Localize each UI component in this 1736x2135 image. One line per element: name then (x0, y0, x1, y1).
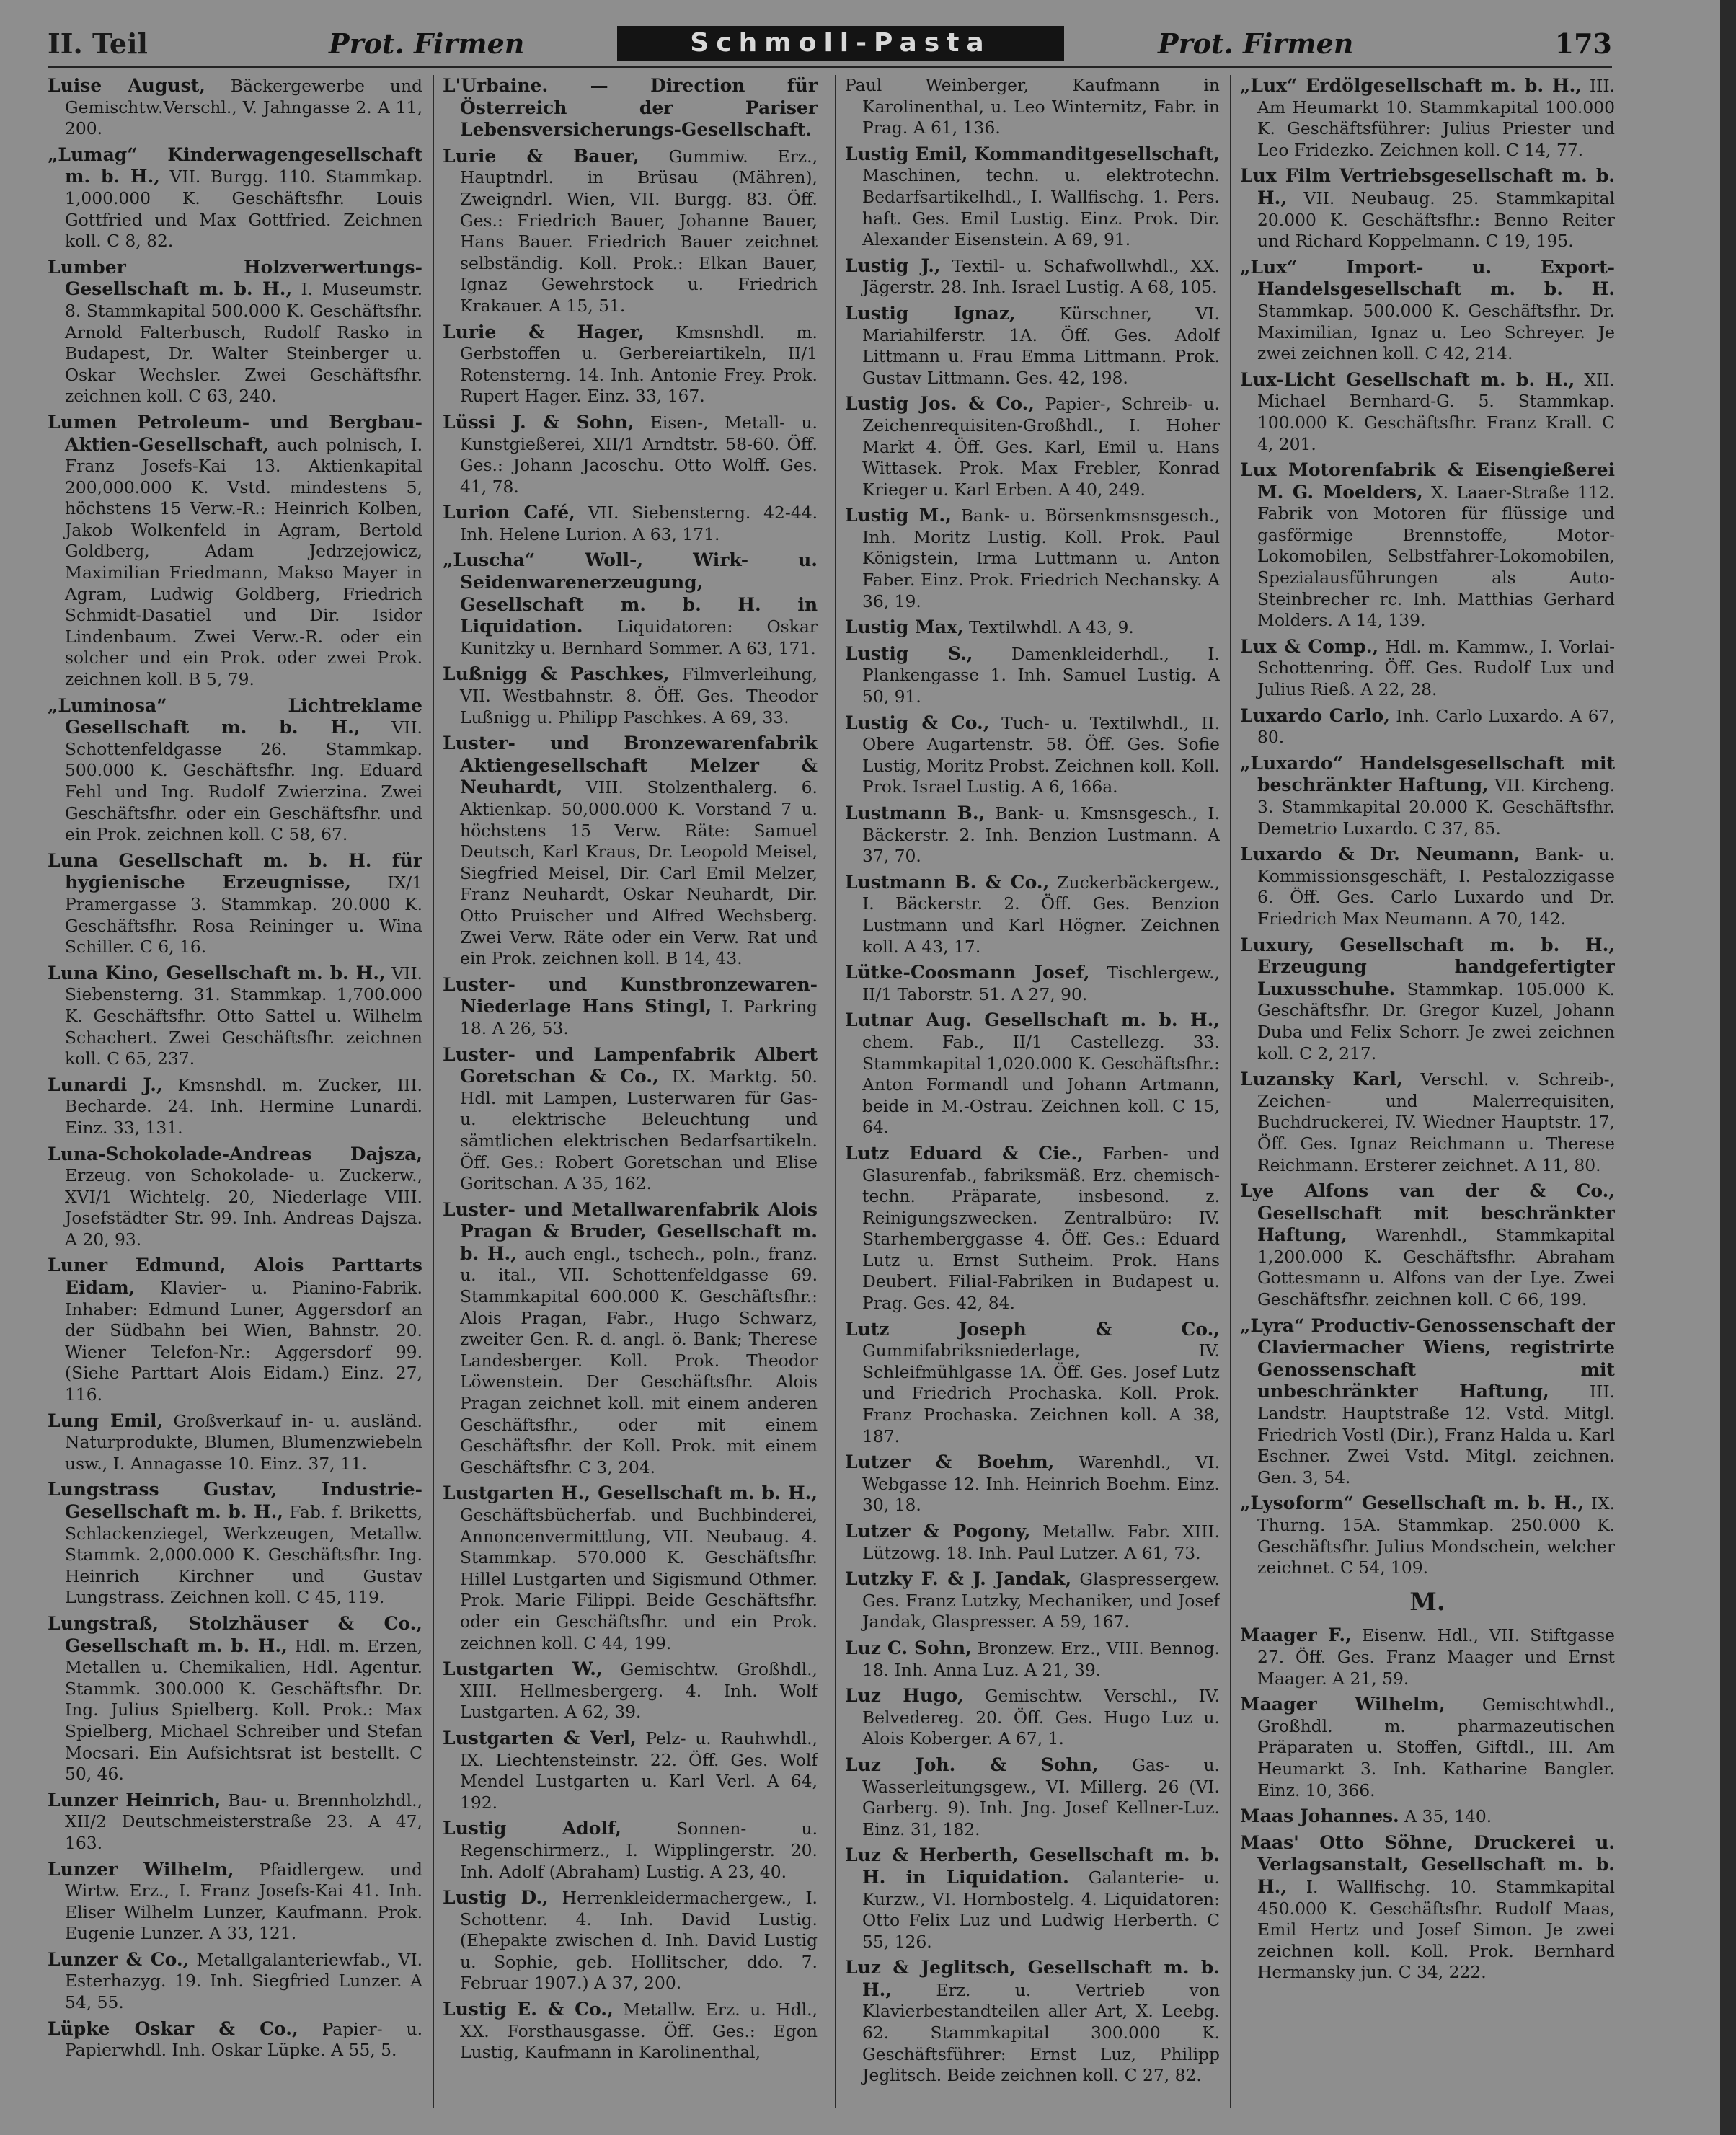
entry-text: Inh. Carlo Luxardo. A 67, 80. (1257, 705, 1615, 748)
firm-name: Lustig E. & Co., (443, 1999, 614, 2020)
directory-entry (1240, 257, 1615, 365)
directory-entry (1240, 1180, 1615, 1311)
directory-entry (1240, 75, 1615, 161)
entry-text: Bank- u. Kommissionsgeschäft, I. Pestalozzigasse 6. Öff. Ges. Carlo Luxardo und Dr. Friedrich Max Neumann. A 70, 142. (1257, 844, 1615, 929)
entry-text: Glaspressergew. Ges. Franz Lutzky, Mechaniker, und Josef Jandak, Glaspresser. A 59, 167. (862, 1569, 1220, 1632)
header-rule (48, 66, 1612, 68)
directory-entry (845, 1521, 1220, 1564)
entry-text: Kmsnshdl. m. Zucker, III. Becharde. 24. Inh. Hermine Lunardi. Einz. 33, 131. (65, 1074, 422, 1138)
directory-entry (443, 549, 818, 659)
directory-entry (48, 1859, 422, 1945)
column-1 (48, 75, 422, 2108)
firm-name: Lumber Holzverwertungs-Gesellschaft m. b. H., (48, 256, 422, 300)
column-4 (1240, 75, 1615, 2108)
firm-name: Lux Motorenfabrik & Eisengießerei M. G. Moelders, (1240, 459, 1615, 503)
entry-text: Herrenkleidermachergew., I. Schottenr. 4. Inh. David Lustig. (Ehepakte zwischen d. Inh. David Lustig u. Sophie, geb. Hollitscher, ddo. 7. Februar 1907.) A 37, 200. (460, 1888, 818, 1994)
directory-entry (48, 144, 422, 252)
firm-name: Luner Edmund, Alois Parttarts Eidam, (48, 1255, 422, 1299)
directory-entry (48, 2018, 422, 2061)
firm-name: L'Urbaine. — Direction für Österreich der Pariser Lebensversicherungs-Gesellschaft. (443, 75, 818, 141)
entry-text: Textilwhdl. A 43, 9. (968, 617, 1134, 638)
entry-text: Hdl. m. Erzen, Metallen u. Chemikalien, Hdl. Agentur. Stammk. 300.000 K. Geschäftsfhr. Dr. Ing. Julius Spielberg. Koll. Prok.: Max Spielberg, Michael Schreiber und Stefan Mocsari. Ein Aufsichtsrat ist bestellt. C 50, 46. (65, 1635, 422, 1785)
directory-entry (48, 1410, 422, 1475)
directory-entry (845, 1685, 1220, 1750)
entry-text: Kmsnshdl. m. Gerbstoffen u. Gerbereiartikeln, II/1 Rotensterng. 14. Inh. Antonie Frey. Prok. Rupert Hager. Einz. 33, 167. (460, 322, 818, 407)
firm-name: Luna-Schokolade-Andreas Dajsza, (48, 1143, 422, 1164)
firm-name: Lunardi J., (48, 1074, 163, 1095)
entry-text: Tischlergew., II/1 Taborstr. 51. A 27, 90. (862, 963, 1220, 1004)
directory-entry (1240, 1832, 1615, 1984)
entry-text: Gemischtw. Großhdl., XIII. Hellmesbergerg. 4. Inh. Wolf Lustgarten. A 62, 39. (460, 1659, 818, 1723)
entry-text: Bank- u. Börsenkmsnsgesch., Inh. Moritz Lustig. Koll. Prok. Paul Königstein, Irma Luttmann u. Anton Faber. Einz. Prok. Friedrich Nechansky. A 36, 19. (862, 505, 1220, 611)
entry-text: Metallgalanteriewfab., VI. Esterhazyg. 19. Inh. Siegfried Lunzer. A 54, 55. (65, 1949, 422, 2013)
entry-text: Eisenw. Hdl., VII. Stiftgasse 27. Öff. Ges. Franz Maager und Ernst Maager. A 21, 59. (1257, 1625, 1615, 1689)
entry-text: VII. Kircheng. 3. Stammkapital 20.000 K. Geschäftsfhr. Demetrio Luxardo. C 37, 85. (1257, 775, 1615, 839)
firm-name: Lutzky F. & J. Jandak, (845, 1568, 1072, 1590)
entry-text: Großverkauf in- u. ausländ. Naturprodukte, Blumen, Blumenzwiebeln usw., I. Annagasse 10. Einz. 37, 11. (65, 1410, 422, 1474)
entry-text: VII. Burgg. 110. Stammkap. 1,000.000 K. Geschäftsfhr. Louis Gottfried und Max Gottfried. Zeichnen koll. C 8, 82. (65, 167, 422, 252)
directory-entry (443, 1999, 818, 2064)
firm-name: Luz Joh. & Sohn, (845, 1754, 1099, 1775)
column-divider (1230, 75, 1231, 2108)
firm-name: Lüpke Oskar & Co., (48, 2017, 298, 2039)
directory-entry (845, 143, 1220, 251)
entry-text: VIII. Stolzenthalerg. 6. Aktienkap. 50,000.000 K. Vorstand 7 u. höchstens 15 Verw. Räte: Samuel Deutsch, Karl Kraus, Dr. Leopold Meisel, Siegfried Meisel, Dir. Carl Emil Melzer, Franz Neuhardt, Oskar Neuhardt, Dir. Otto Pruischer und Alfred Wechsberg. Zwei Verw. Räte oder ein Verw. Rat und ein Prok. zeichnen koll. B 14, 43. (460, 777, 818, 969)
entry-text: Liquidatoren: Oskar Kunitzky u. Bernhard Sommer. A 63, 171. (460, 616, 818, 658)
directory-entry (1240, 636, 1615, 701)
entry-text: Farben- und Glasurenfab., fabriksmäß. Erz. chemisch-techn. Präparate, insbesond. z. Reinigungszwecken. Zentralbüro: IV. Starhemberggasse 4. Öff. Ges.: Eduard Lutz u. Ernst Sutheim. Prok. Hans Deubert. Filial-Fabriken in Budapest u. Prag. Ges. 42, 84. (862, 1143, 1220, 1314)
firm-name: Lustig J., (845, 255, 941, 276)
firm-name: Lye Alfons van der & Co., Gesellschaft mit beschränkter Haftung, (1240, 1180, 1615, 1246)
directory-entry (1240, 1315, 1615, 1489)
entry-text: Gummiw. Erz., Hauptndrl. in Brüsau (Mähren), Zweigndrl. Wien, VII. Burgg. 83. Öff. Ges.: Friedrich Bauer, Johanne Bauer, Hans Bauer. Friedrich Bauer zeichnet selbständig. Koll. Prok.: Elkan Bauer, Ignaz Gewehrstock u. Friedrich Krakauer. A 15, 51. (460, 146, 818, 316)
directory-entry (443, 1658, 818, 1723)
firm-name: Lutnar Aug. Gesellschaft m. b. H., (845, 1009, 1220, 1031)
column-3 (845, 75, 1220, 2108)
firm-name: Luna Gesellschaft m. b. H. für hygienische Erzeugnisse, (48, 849, 422, 893)
directory-entry (443, 146, 818, 317)
directory-entry (443, 663, 818, 728)
entry-text: Tuch- u. Textilwhdl., II. Obere Augartenstr. 58. Öff. Ges. Sofie Lustig, Moritz Probst. Zeichnen koll. Koll. Prok. Israel Lustig. A 6, 166a. (862, 712, 1220, 797)
entry-text: Papier- u. Papierwhdl. Inh. Oskar Lüpke. A 55, 5. (65, 2018, 422, 2061)
directory-entry (443, 1482, 818, 1654)
firm-name: Lux-Licht Gesellschaft m. b. H., (1240, 368, 1575, 390)
entry-text: VII. Neubaug. 25. Stammkapital 20.000 K. Geschäftsfhr.: Benno Reiter und Richard Koppelmann. C 19, 195. (1257, 187, 1615, 252)
entry-text: III. Am Heumarkt 10. Stammkapital 100.000 K. Geschäftsführer: Julius Priester und Leo Fridezko. Zeichnen koll. C 14, 77. (1257, 76, 1615, 160)
firm-name: Maas Johannes. (1240, 1805, 1399, 1827)
firm-name: Lustig & Co., (845, 712, 990, 733)
firm-name: „Lysoform“ Gesellschaft m. b. H., (1240, 1493, 1584, 1514)
firm-name: Lustig D., (443, 1887, 549, 1909)
page-header (48, 26, 1612, 66)
firm-name: Maas' Otto Söhne, Druckerei u. Verlagsanstalt, Gesellschaft m. b. H., (1240, 1831, 1615, 1897)
entry-text: Warenhdl., VI. Webgasse 12. Inh. Heinrich Boehm. Einz. 30, 18. (862, 1452, 1220, 1516)
directory-entry (845, 255, 1220, 299)
directory-entry (443, 502, 818, 545)
firm-name: Luzansky Karl, (1240, 1069, 1403, 1090)
directory-entry (48, 1613, 422, 1785)
column-divider (835, 75, 836, 2108)
directory-entry (48, 850, 422, 958)
directory-entry (845, 803, 1220, 867)
entry-text: Stammkap. 500.000 K. Geschäftsfhr. Dr. Maximilian, Ignaz u. Leo Schreyer. Je zwei zeichnen koll. C 42, 214. (1257, 300, 1615, 364)
directory-entry (443, 1728, 818, 1813)
entry-text: Erzeug. von Schokolade- u. Zuckerw., XVI/1 Wichtelg. 20, Niederlage VIII. Josefstädter Str. 99. Inh. Andreas Dajsza. A 20, 93. (65, 1165, 422, 1250)
directory-entry (845, 1637, 1220, 1681)
directory-entry (845, 1844, 1220, 1953)
directory-entry (443, 1044, 818, 1195)
directory-entry (845, 872, 1220, 958)
firm-name: Lustig Max, (845, 616, 964, 638)
firm-name: Lung Emil, (48, 1410, 164, 1431)
firm-name: „Lumag“ Kinderwagengesellschaft m. b. H., (48, 143, 422, 187)
running-title-left: Prot. Firmen (329, 27, 525, 60)
firm-name: Luz Hugo, (845, 1685, 964, 1707)
firm-name: Lutz Joseph & Co., (845, 1318, 1220, 1340)
firm-name: Lustgarten H., Gesellschaft m. b. H., (443, 1482, 818, 1504)
firm-name: Lustig M., (845, 505, 952, 526)
entry-text: auch engl., tschech., poln., franz. u. ital., VII. Schottenfeldgasse 69. Stammkapital 600.000 K. Geschäftsfhr.: Alois Pragan, Fabr., Hugo Schwarz, zweiter Gen. R. d. angl. ö. Bank; Therese Landesberger. Koll. Prok. Theodor Löwenstein. Der Geschäftsfhr. Alois Pragan zeichnet koll. mit einem anderen Geschäftsfhr., oder mit einem Geschäftsfhr. der Koll. Prok. mit einem Geschäftsfhr. C 3, 204. (460, 1243, 818, 1477)
firm-name: „Luxardo“ Handelsgesellschaft mit beschränkter Haftung, (1240, 752, 1615, 796)
entry-text: Eisen-, Metall- u. Kunstgießerei, XII/1 Arndtstr. 58-60. Öff. Ges.: Johann Jacoschu. Otto Wolff. Ges. 41, 78. (460, 412, 818, 497)
entry-text: Metallw. Erz. u. Hdl., XX. Forsthausgasse. Öff. Ges.: Egon Lustig, Kaufmann in Karolinenthal, (460, 1999, 818, 2063)
firm-name: Lutzer & Pogony, (845, 1521, 1031, 1542)
directory-entry (845, 712, 1220, 798)
entry-text: Hdl. m. Kammw., I. Vorlai-Schottenring. Öff. Ges. Rudolf Lux und Julius Rieß. A 22, 28. (1257, 636, 1615, 700)
firm-name: Luz & Jeglitsch, Gesellschaft m. b. H., (845, 1957, 1220, 2000)
firm-name: Lustig Ignaz, (845, 302, 1016, 324)
firm-name: Lutzer & Boehm, (845, 1451, 1055, 1473)
directory-entry (48, 1074, 422, 1139)
directory-entry (845, 1451, 1220, 1516)
directory-entry (48, 1479, 422, 1609)
entry-text: Papier-, Schreib- u. Zeichenrequisiten-Großhdl., I. Hoher Markt 4. Öff. Ges. Karl, Emil u. Hans Wittasek. Prok. Max Frebler, Konrad Krieger u. Karl Erben. A 40, 249. (862, 394, 1220, 500)
directory-entry (1240, 934, 1615, 1065)
directory-entry (1240, 753, 1615, 839)
entry-text: chem. Fab., II/1 Castellezg. 33. Stammkapital 1,020.000 K. Geschäftsfhr.: Anton Formandl und Johann Artmann, beide in M.-Ostrau. Zeichnen koll. C 15, 64. (862, 1031, 1220, 1138)
entry-text: Stammkap. 105.000 K. Geschäftsfhr. Dr. Gregor Kuzel, Johann Duba und Felix Schorr. Je zwei zeichnen koll. C 2, 217. (1257, 978, 1615, 1064)
directory-entry (845, 1957, 1220, 2087)
entry-text: IX/1 Pramergasse 3. Stammkap. 20.000 K. Geschäftsfhr. Rosa Reininger u. Wina Schiller. C 6, 16. (65, 872, 422, 958)
firm-name: Maager F., (1240, 1625, 1352, 1646)
entry-text: Verschl. v. Schreib-, Zeichen- und Malerrequisiten, Buchdruckerei, IV. Wiedner Hauptstr. 17, Öff. Ges. Ignaz Reichmann u. Therese Reichmann. Ersterer zeichnet. A 11, 80. (1257, 1069, 1615, 1175)
firm-name: Lütke-Coosmann Josef, (845, 962, 1090, 983)
directory-entry (1240, 705, 1615, 748)
entry-text: Gummifabriksniederlage, IV. Schleifmühlgasse 1A. Öff. Ges. Josef Lutz und Friedrich Prochaska. Koll. Prok. Franz Prochaska. Zeichnen koll. A 38, 187. (862, 1340, 1220, 1446)
entry-text: Gas- u. Wasserleitungsgew., VI. Millerg. 26 (VI. Garberg. 9). Inh. Jng. Josef Kellner-Luz. Einz. 31, 182. (862, 1754, 1220, 1839)
directory-entry (845, 505, 1220, 612)
firm-name: Lungstrass Gustav, Industrie-Gesellschaft m. b. H., (48, 1479, 422, 1522)
firm-name: „Luscha“ Woll-, Wirk- u. Seidenwarenerzeugung, Gesellschaft m. b. H. in Liquidation. (443, 549, 818, 637)
firm-name: Lunzer & Co., (48, 1948, 190, 1970)
entry-text: Pelz- u. Rauhwhdl., IX. Liechtensteinstr. 22. Öff. Ges. Wolf Mendel Lustgarten u. Karl Verl. A 64, 192. (460, 1728, 818, 1813)
firm-name: Lurie & Bauer, (443, 145, 639, 167)
firm-name: Lustmann B., (845, 803, 986, 823)
entry-text: VII. Siebensterng. 31. Stammkap. 1,700.000 K. Geschäftsfhr. Otto Sattel u. Wilhelm Schachert. Zwei Geschäftsfhr. zeichnen koll. C 65, 237. (65, 963, 422, 1069)
firm-name: Luise August, (48, 75, 205, 96)
directory-entry (1240, 459, 1615, 632)
entry-text: Galanterie- u. Kurzw., VI. Hornbostelg. 4. Liquidatoren: Otto Felix Luz und Ludwig Herberth. C 55, 126. (862, 1867, 1220, 1952)
directory-entry (443, 322, 818, 407)
directory-entry (48, 963, 422, 1070)
directory-entry (48, 257, 422, 407)
entry-text: Gemischtw. Verschl., IV. Belvedereg. 20. Öff. Ges. Hugo Luz u. Alois Koberger. A 67, 1. (862, 1686, 1220, 1749)
directory-entry (48, 75, 422, 140)
entry-text: Geschäftsbücherfab. und Buchbinderei, Annoncenvermittlung, VII. Neubaug. 4. Stammkap. 570.000 K. Geschäftsfhr. Hillel Lustgarten und Sigismund Othmer. Prok. Marie Filippi. Beide Geschäftsfhr. oder ein Geschäftsfhr. und ein Prok. zeichnen koll. C 44, 199. (460, 1505, 818, 1653)
entry-text: VII. Schottenfeldgasse 26. Stammkap. 500.000 K. Geschäftsfhr. Ing. Eduard Fehl und Ing. Rudolf Zwierzina. Zwei Geschäftsfhr. oder ein Geschäftsfhr. und ein Prok. zeichnen koll. C 58, 67. (65, 717, 422, 845)
directory-entry (1240, 1493, 1615, 1578)
directory-entry (845, 1568, 1220, 1633)
firm-name: Luster- und Kunstbronzewaren-Niederlage Hans Stingl, (443, 973, 818, 1017)
directory-entry (845, 303, 1220, 389)
firm-name: Luxardo Carlo, (1240, 704, 1390, 726)
entry-text: Zuckerbäckergew., I. Bäckerstr. 2. Öff. Ges. Benzion Lustmann und Karl Högner. Zeichnen koll. A 43, 17. (862, 872, 1220, 957)
directory-entry (48, 412, 422, 691)
entry-text: Paul Weinberger, Kaufmann in Karolinenthal, u. Leo Winternitz, Fabr. in Prag. A 61, 136. (845, 75, 1220, 138)
entry-text: Fab. f. Briketts, Schlackenziegel, Werkzeugen, Metallw. Stammk. 2,000.000 K. Geschäftsfhr. Ing. Heinrich Kirchner und Gustav Lungstrass. Zeichnen koll. C 45, 119. (65, 1502, 422, 1608)
firm-name: Lurion Café, (443, 502, 575, 523)
directory-entry (443, 1818, 818, 1883)
directory-entry (1240, 1805, 1615, 1828)
directory-entry (845, 962, 1220, 1005)
firm-name: „Lux“ Erdölgesellschaft m. b. H., (1240, 75, 1582, 96)
firm-name: Luz C. Sohn, (845, 1637, 972, 1658)
entry-text: Bronzew. Erz., VIII. Bennog. 18. Inh. Anna Luz. A 21, 39. (862, 1637, 1220, 1680)
directory-entry (443, 75, 818, 141)
running-title-right: Prot. Firmen (1158, 27, 1354, 60)
entry-text: X. Laaer-Straße 112. Fabrik von Motoren für flüssige und gasförmige Brennstoffe, Motor-Lokomobilen, Selbstfahrer-Lokomobilen, Spezialausführungen als Auto-Steinbrecher rc. Inh. Matthias Gerhard Molders. A 14, 139. (1257, 482, 1615, 631)
firm-name: Luster- und Metallwarenfabrik Alois Pragan & Bruder, Gesellschaft m. b. H., (443, 1198, 818, 1264)
entry-text: Metallw. Fabr. XIII. Lützowg. 18. Inh. Paul Lutzer. A 61, 73. (862, 1521, 1220, 1563)
entry-text: XII. Michael Bernhard-G. 5. Stammkap. 100.000 K. Geschäftsfhr. Franz Krall. C 4, 201. (1257, 369, 1615, 454)
directory-entry (1240, 1625, 1615, 1689)
entry-text: A 35, 140. (1404, 1806, 1492, 1827)
directory-entry (1240, 844, 1615, 929)
entry-text: I. Wallfischg. 10. Stammkapital 450.000 K. Geschäftsfhr. Rudolf Maas, Emil Hertz und Josef Simon. Je zwei zeichnen koll. Koll. Prok. Bernhard Hermansky jun. C 34, 222. (1257, 1876, 1615, 1983)
directory-entry (845, 75, 1220, 139)
directory-entry (48, 1255, 422, 1405)
firm-name: „Lux“ Import- u. Export-Handelsgesellschaft m. b. H. (1240, 256, 1615, 300)
entry-text: Bank- u. Kmsnsgesch., I. Bäckerstr. 2. Inh. Benzion Lustmann. A 37, 70. (862, 803, 1220, 867)
directory-entry (48, 1144, 422, 1251)
directory-entry (845, 393, 1220, 500)
entry-text: VII. Siebensterng. 42-44. Inh. Helene Lurion. A 63, 171. (460, 503, 818, 544)
directory-entry (48, 1790, 422, 1855)
directory-entry (443, 974, 818, 1040)
directory-entry (845, 616, 1220, 639)
firm-name: Lüssi J. & Sohn, (443, 411, 634, 433)
firm-name: „Lyra“ Productiv-Genossenschaft der Claviermacher Wiens, registrirte Genossenschaft mit unbeschränkter Haftung, (1240, 1314, 1615, 1402)
directory-entry (1240, 1694, 1615, 1801)
entry-text: IX. Marktg. 50. Hdl. mit Lampen, Lusterwaren für Gas- u. elektrische Beleuchtung und sämtlichen elektrischen Bedarfsartikeln. Öff. Ges.: Robert Goretschan und Elise Goritschan. A 35, 162. (460, 1066, 818, 1194)
directory-entry (1240, 1069, 1615, 1176)
firm-name: Luster- und Lampenfabrik Albert Goretschan & Co., (443, 1043, 818, 1087)
firm-name: Lustig Emil, Kommanditgesellschaft, (845, 143, 1220, 164)
entry-text: Kürschner, VI. Mariahilferstr. 1A. Öff. Ges. Adolf Littmann u. Frau Emma Littmann. Prok. Gustav Littmann. Ges. 42, 198. (862, 303, 1220, 388)
firm-name: Lutz Eduard & Cie., (845, 1142, 1084, 1164)
firm-name: Lungstraß, Stolzhäuser & Co., Gesellschaft m. b. H., (48, 1612, 422, 1656)
firm-name: Lustig Jos. & Co., (845, 393, 1035, 415)
section-heading: M. (1409, 1587, 1445, 1617)
firm-name: Lustmann B. & Co., (845, 871, 1050, 893)
entry-text: Pfaidlergew. und Wirtw. Erz., I. Franz Josefs-Kai 41. Inh. Eliser Wilhelm Lunzer, Kaufmann. Prok. Eugenie Lunzer. A 33, 121. (65, 1859, 422, 1944)
firm-name: Luz & Herberth, Gesellschaft m. b. H. in Liquidation. (845, 1844, 1220, 1888)
firm-name: Luxury, Gesellschaft m. b. H., Erzeugung handgefertigter Luxusschuhe. (1240, 934, 1615, 999)
firm-name: „Luminosa“ Lichtreklame Gesellschaft m. b. H., (48, 694, 422, 738)
column-2 (443, 75, 818, 2108)
directory-entry (1240, 165, 1615, 252)
directory-entry (48, 695, 422, 846)
entry-text: Textil- u. Schafwollwhdl., XX. Jägerstr. 28. Inh. Israel Lustig. A 68, 105. (862, 255, 1220, 298)
entry-text: I. Parkring 18. A 26, 53. (460, 996, 818, 1038)
entry-text: Bäckergewerbe und Gemischtw.Verschl., V. Jahngasse 2. A 11, 200. (65, 76, 422, 139)
firm-name: Lurie & Hager, (443, 321, 645, 342)
entry-text: IX. Thurng. 15A. Stammkap. 250.000 K. Geschäftsfhr. Julius Mondschein, welcher zeichnet. C 54, 109. (1257, 1493, 1615, 1578)
directory-entry (845, 1143, 1220, 1314)
directory-entry (845, 1754, 1220, 1840)
entry-text: Gemischtwhdl., Großhdl. m. pharmazeutischen Präparaten u. Stoffen, Giftdl., III. Am Heumarkt 3. Inh. Katharine Bangler. Einz. 10, 366. (1257, 1694, 1615, 1800)
directory-entry (443, 1887, 818, 1994)
firm-name: Lustgarten & Verl, (443, 1727, 637, 1749)
entry-text: Klavier- u. Pianino-Fabrik. Inhaber: Edmund Luner, Aggersdorf an der Südbahn bei Wien, Bahnstr. 20. Wiener Telefon-Nr.: Aggersdorf 99. (Siehe Parttart Alois Eidam.) Einz. 27, 116. (65, 1278, 422, 1405)
directory-entry (845, 1009, 1220, 1139)
firm-name: Lustig Adolf, (443, 1818, 621, 1839)
entry-text: I. Museumstr. 8. Stammkapital 500.000 K. Geschäftsfhr. Arnold Falterbusch, Rudolf Rasko in Budapest, Dr. Walter Steinberger u. Oskar Wechsler. Zwei Geschäftsfhr. zeichnen koll. C 63, 240. (65, 279, 422, 407)
part-label: II. Teil (48, 27, 148, 60)
firm-name: Lux & Comp., (1240, 635, 1379, 657)
entry-text: Warenhdl., Stammkapital 1,200.000 K. Geschäftsfhr. Abraham Gottesmann u. Alfons van der Lye. Zwei Geschäftsfhr. zeichnen koll. C 66, 199. (1257, 1225, 1615, 1310)
entry-text: Bau- u. Brennholzhdl., XII/2 Deutschmeisterstraße 23. A 47, 163. (65, 1790, 422, 1853)
firm-name: Lunzer Wilhelm, (48, 1858, 234, 1880)
entry-text: auch polnisch, I. Franz Josefs-Kai 13. Aktienkapital 200,000.000 K. Vstd. mindestens 5, höchstens 15 Verw.-R.: Heinrich Kolben, Jakob Wolkenfeld in Agram, Bertold Goldberg, Adam Jedrzejowicz, Maximilian Friedmann, Makso Mayer in Agram, Ludwig Goldberg, Friedrich Schmidt-Dasatiel und Dir. Isidor Lindenbaum. Zwei Verw.-R. oder ein solcher und ein Prok. oder zwei Prok. zeichnen koll. B 5, 79. (65, 434, 422, 690)
directory-entry (443, 1199, 818, 1479)
firm-name: Lunzer Heinrich, (48, 1789, 221, 1811)
column-divider (433, 75, 434, 2108)
entry-text: Sonnen- u. Regenschirmerz., I. Wipplingerstr. 20. Inh. Adolf (Abraham) Lustig. A 23, 40. (460, 1818, 818, 1882)
entry-text: Filmverleihung, VII. Westbahnstr. 8. Öff. Ges. Theodor Lußnigg u. Philipp Paschkes. A 69, 33. (460, 664, 818, 728)
entry-text: III. Landstr. Hauptstraße 12. Vstd. Mitgl. Friedrich Vostl (Dir.), Franz Halda u. Karl Eschner. Zwei Vstd. Mitgl. zeichnen. Gen. 3, 54. (1257, 1382, 1615, 1488)
directory-entry (48, 1949, 422, 2014)
firm-name: Lustgarten W., (443, 1658, 603, 1680)
firm-name: Maager Wilhelm, (1240, 1694, 1445, 1715)
entry-text: Damenkleiderhdl., I. Plankengasse 1. Inh. Samuel Lustig. A 50, 91. (862, 643, 1220, 707)
firm-name: Luster- und Bronzewarenfabrik Aktiengesellschaft Melzer & Neuhardt, (443, 733, 818, 798)
firm-name: Luna Kino, Gesellschaft m. b. H., (48, 962, 386, 983)
firm-name: Lux Film Vertriebsgesellschaft m. b. H., (1240, 165, 1615, 208)
directory-entry (1240, 369, 1615, 455)
directory-entry (845, 1319, 1220, 1448)
firm-name: Luxardo & Dr. Neumann, (1240, 844, 1520, 865)
directory-entry (443, 412, 818, 498)
page-number: 173 (1554, 27, 1612, 60)
firm-name: Lußnigg & Paschkes, (443, 663, 670, 685)
directory-entry (845, 643, 1220, 708)
directory-entry (443, 733, 818, 970)
entry-text: Maschinen, techn. u. elektrotechn. Bedarfsartikelhdl., I. Wallfischg. 1. Pers. haft. Ges. Emil Lustig. Einz. Prok. Dir. Alexander Eisenstein. A 69, 91. (862, 165, 1220, 250)
advertisement-banner: Schmoll-Pasta (617, 26, 1064, 61)
firm-name: Lumen Petroleum- und Bergbau-Aktien-Gesellschaft, (48, 411, 422, 455)
firm-name: Lustig S., (845, 642, 973, 664)
entry-text: Erz. u. Vertrieb von Klavierbestandteilen aller Art, X. Leebg. 62. Stammkapital 300.000 K. Geschäftsführer: Ernst Luz, Philipp Jeglitsch. Beide zeichnen koll. C 27, 82. (862, 1979, 1220, 2086)
